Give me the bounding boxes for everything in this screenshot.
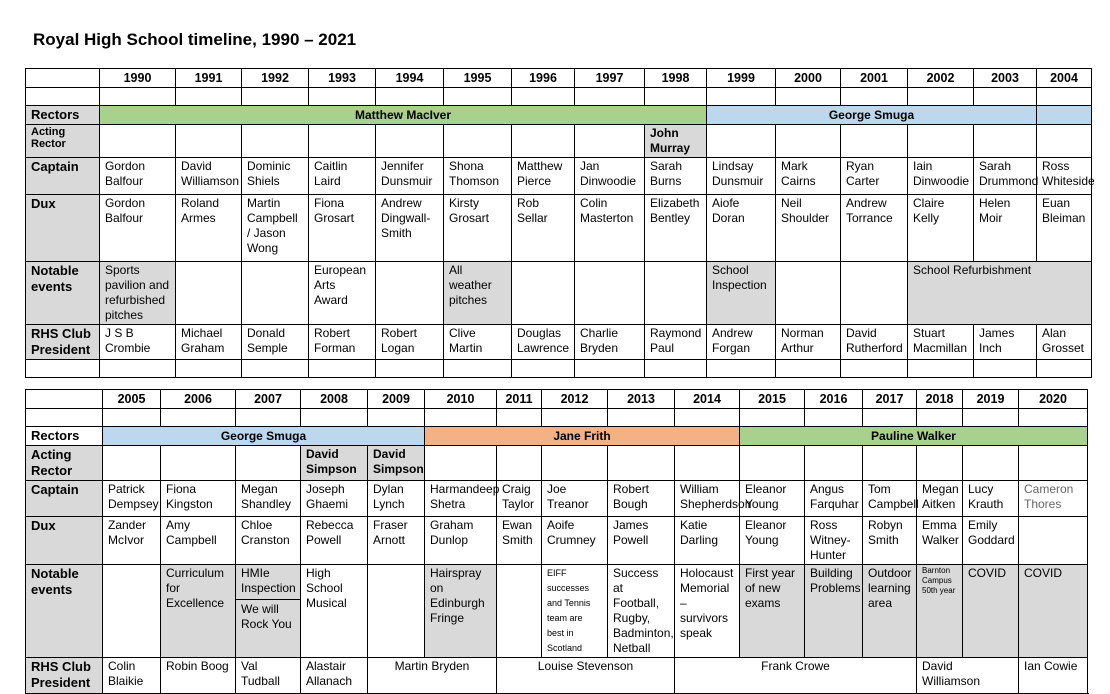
acting-rector-1998: John Murray: [645, 125, 707, 158]
president-2003: James Inch: [974, 325, 1037, 360]
event-2017: Outdoor learning area: [863, 565, 917, 658]
year-2013: 2013: [608, 390, 675, 409]
president-2007: Val Tudball: [236, 658, 301, 694]
year-2014: 2014: [675, 390, 740, 409]
row-label-notable-events: Notable events: [26, 565, 103, 658]
captain-1995: Shona Thomson: [444, 158, 512, 195]
year-1993: 1993: [309, 69, 376, 88]
captain-2007: Megan Shandley: [236, 481, 301, 517]
dux-2004: Euan Bleiman: [1037, 195, 1092, 262]
president-2005: Colin Blaikie: [103, 658, 161, 694]
rector-band-frith: Jane Frith: [425, 427, 740, 446]
dux-1999: Aiofe Doran: [707, 195, 776, 262]
rectors-row: [26, 106, 1092, 125]
year-1997: 1997: [575, 69, 645, 88]
captain-1993: Caitlin Laird: [309, 158, 376, 195]
dux-2001: Andrew Torrance: [841, 195, 908, 262]
year-1992: 1992: [242, 69, 309, 88]
event-2002: School Refurbishment: [908, 262, 1092, 325]
year-header-row: [26, 69, 1092, 88]
captain-2016: Angus Farquhar: [805, 481, 863, 517]
captain-2010: Harmandeep Shetra: [425, 481, 497, 517]
rector-band-maciver: Matthew MacIver: [100, 106, 707, 125]
event-1995: All weather pitches: [444, 262, 512, 325]
president-row: [26, 325, 1092, 360]
year-2018: 2018: [917, 390, 963, 409]
row-label-acting-rector: Acting Rector: [26, 446, 103, 481]
event-1993: European Arts Award: [309, 262, 376, 325]
row-label-captain: Captain: [26, 158, 100, 195]
timeline-table-1990-2004: [25, 68, 1095, 378]
rector-band-smuga: George Smuga: [707, 106, 1037, 125]
captain-1991: David Williamson: [176, 158, 242, 195]
event-2012: EIFF successes and Tennis team are best in Scotland: [542, 565, 608, 658]
dux-2000: Neil Shoulder: [776, 195, 841, 262]
year-2002: 2002: [908, 69, 974, 88]
row-label-dux: Dux: [26, 517, 103, 565]
event-1990: Sports pavilion and refurbished pitches: [100, 262, 176, 325]
captain-2013: Robert Bough: [608, 481, 675, 517]
event-2007-inspection: HMIe Inspection: [241, 566, 296, 595]
captain-2011: Craig Taylor: [497, 481, 542, 517]
event-2019: COVID: [963, 565, 1019, 658]
dux-2015: Eleanor Young: [740, 517, 805, 565]
dux-1990: Gordon Balfour: [100, 195, 176, 262]
acting-rector-2008: David Simpson: [301, 446, 368, 481]
row-label-acting-rector: Acting Rector: [26, 125, 100, 158]
spacer-row: [26, 409, 1088, 427]
row-label-rhs-club-president: RHS Club President: [26, 658, 103, 694]
year-1991: 1991: [176, 69, 242, 88]
year-2004: 2004: [1037, 69, 1092, 88]
year-2000: 2000: [776, 69, 841, 88]
event-2010: Hairspray on Edinburgh Fringe: [425, 565, 497, 658]
president-2004: Alan Grosset: [1037, 325, 1092, 360]
dux-row: [26, 517, 1088, 565]
year-2009: 2009: [368, 390, 425, 409]
event-2015: First year of new exams: [740, 565, 805, 658]
president-1991: Michael Graham: [176, 325, 242, 360]
dux-2006: Amy Campbell: [161, 517, 236, 565]
row-label-dux: Dux: [26, 195, 100, 262]
year-2008: 2008: [301, 390, 368, 409]
president-2009-2010: Martin Bryden: [368, 658, 497, 694]
dux-1994: Andrew Dingwall-Smith: [376, 195, 444, 262]
dux-2013: James Powell: [608, 517, 675, 565]
dux-row: [26, 195, 1092, 262]
captain-1990: Gordon Balfour: [100, 158, 176, 195]
event-2006: Curriculum for Excellence: [161, 565, 236, 658]
dux-2019: Emily Goddard: [963, 517, 1019, 565]
dux-2011: Ewan Smith: [497, 517, 542, 565]
row-label-captain: Captain: [26, 481, 103, 517]
president-1999: Andrew Forgan: [707, 325, 776, 360]
president-1994: Robert Logan: [376, 325, 444, 360]
captain-2002: Iain Dinwoodie: [908, 158, 974, 195]
dux-1991: Roland Armes: [176, 195, 242, 262]
event-2007-rock-you: We will Rock You: [236, 599, 300, 632]
spacer-row: [26, 88, 1092, 106]
captain-2018: Megan Aitken: [917, 481, 963, 517]
events-row: [26, 262, 1092, 325]
dux-2003: Helen Moir: [974, 195, 1037, 262]
year-2007: 2007: [236, 390, 301, 409]
captain-1996: Matthew Pierce: [512, 158, 575, 195]
captain-2006: Fiona Kingston: [161, 481, 236, 517]
year-1994: 1994: [376, 69, 444, 88]
events-row: [26, 565, 1088, 658]
captain-row: [26, 158, 1092, 195]
year-1998: 1998: [645, 69, 707, 88]
dux-2014: Katie Darling: [675, 517, 740, 565]
captain-2005: Patrick Dempsey: [103, 481, 161, 517]
corner-cell: [26, 390, 103, 409]
president-1997: Charlie Bryden: [575, 325, 645, 360]
captain-2004: Ross Whiteside: [1037, 158, 1092, 195]
dux-2010: Graham Dunlop: [425, 517, 497, 565]
year-2017: 2017: [863, 390, 917, 409]
president-1992: Donald Semple: [242, 325, 309, 360]
president-2000: Norman Arthur: [776, 325, 841, 360]
year-1995: 1995: [444, 69, 512, 88]
year-1990: 1990: [100, 69, 176, 88]
captain-1998: Sarah Burns: [645, 158, 707, 195]
year-2005: 2005: [103, 390, 161, 409]
dux-1993: Fiona Grosart: [309, 195, 376, 262]
event-2008: High School Musical: [301, 565, 368, 658]
year-2015: 2015: [740, 390, 805, 409]
event-2007: [236, 565, 301, 658]
event-2018: Barnton Campus 50th year: [917, 565, 963, 658]
dux-2017: Robyn Smith: [863, 517, 917, 565]
captain-2019: Lucy Krauth: [963, 481, 1019, 517]
president-1990: J S B Crombie: [100, 325, 176, 360]
dux-2009: Fraser Arnott: [368, 517, 425, 565]
year-1996: 1996: [512, 69, 575, 88]
timeline-table-2005-2020: [25, 389, 1088, 694]
rector-band-walker: Pauline Walker: [740, 427, 1088, 446]
year-2011: 2011: [497, 390, 542, 409]
captain-2017: Tom Campbell: [863, 481, 917, 517]
captain-2012: Joe Treanor: [542, 481, 608, 517]
event-2014: Holocaust Memorial – survivors speak: [675, 565, 740, 658]
president-2017-2018: David Williamson: [917, 658, 1019, 694]
captain-2009: Dylan Lynch: [368, 481, 425, 517]
year-2010: 2010: [425, 390, 497, 409]
captain-row: [26, 481, 1088, 517]
year-2016: 2016: [805, 390, 863, 409]
captain-2015: Eleanor Young: [740, 481, 805, 517]
dux-2018: Emma Walker: [917, 517, 963, 565]
captain-2001: Ryan Carter: [841, 158, 908, 195]
president-2006: Robin Boog: [161, 658, 236, 694]
dux-1992: Martin Campbell / Jason Wong: [242, 195, 309, 262]
event-2020: COVID: [1019, 565, 1088, 658]
president-2019-2020: Ian Cowie: [1019, 658, 1088, 694]
row-label-rectors: Rectors: [26, 427, 103, 446]
row-label-rectors: Rectors: [26, 106, 100, 125]
row-label-rhs-club-president: RHS Club President: [26, 325, 100, 360]
captain-1992: Dominic Shiels: [242, 158, 309, 195]
captain-2014: William Shepherdson: [675, 481, 740, 517]
acting-rector-row: [26, 446, 1088, 481]
president-1993: Robert Forman: [309, 325, 376, 360]
event-2016: Building Problems: [805, 565, 863, 658]
acting-rector-row: [26, 125, 1092, 158]
dux-2016: Ross Witney-Hunter: [805, 517, 863, 565]
corner-cell: [26, 69, 100, 88]
page-title: Royal High School timeline, 1990 – 2021: [33, 30, 357, 49]
year-header-row: [26, 390, 1088, 409]
year-2012: 2012: [542, 390, 608, 409]
dux-2007: Chloe Cranston: [236, 517, 301, 565]
year-2020: 2020: [1019, 390, 1088, 409]
spacer-row-bottom: [26, 360, 1092, 378]
president-1995: Clive Martin: [444, 325, 512, 360]
dux-1997: Colin Masterton: [575, 195, 645, 262]
year-2003: 2003: [974, 69, 1037, 88]
president-2014-2016: Frank Crowe: [675, 658, 917, 694]
captain-1999: Lindsay Dunsmuir: [707, 158, 776, 195]
president-2011-2013: Louise Stevenson: [497, 658, 675, 694]
captain-1997: Jan Dinwoodie: [575, 158, 645, 195]
dux-2002: Claire Kelly: [908, 195, 974, 262]
president-1998: Raymond Paul: [645, 325, 707, 360]
year-2019: 2019: [963, 390, 1019, 409]
captain-2000: Mark Cairns: [776, 158, 841, 195]
captain-2003: Sarah Drummond: [974, 158, 1037, 195]
year-1999: 1999: [707, 69, 776, 88]
year-2001: 2001: [841, 69, 908, 88]
dux-1996: Rob Sellar: [512, 195, 575, 262]
dux-2012: Aoife Crumney: [542, 517, 608, 565]
dux-2005: Zander McIvor: [103, 517, 161, 565]
acting-rector-2009: David Simpson: [368, 446, 425, 481]
president-2008: Alastair Allanach: [301, 658, 368, 694]
dux-1995: Kirsty Grosart: [444, 195, 512, 262]
captain-2020: Cameron Thores: [1019, 481, 1088, 517]
captain-2008: Joseph Ghaemi: [301, 481, 368, 517]
captain-1994: Jennifer Dunsmuir: [376, 158, 444, 195]
event-1999: School Inspection: [707, 262, 776, 325]
dux-2008: Rebecca Powell: [301, 517, 368, 565]
event-2013: Success at Football, Rugby, Badminton, Netball: [608, 565, 675, 658]
president-2002: Stuart Macmillan: [908, 325, 974, 360]
rector-band-smuga: George Smuga: [103, 427, 425, 446]
president-row: [26, 658, 1088, 694]
dux-1998: Elizabeth Bentley: [645, 195, 707, 262]
president-2001: David Rutherford: [841, 325, 908, 360]
row-label-notable-events: Notable events: [26, 262, 100, 325]
president-1996: Douglas Lawrence: [512, 325, 575, 360]
year-2006: 2006: [161, 390, 236, 409]
rectors-row: [26, 427, 1088, 446]
